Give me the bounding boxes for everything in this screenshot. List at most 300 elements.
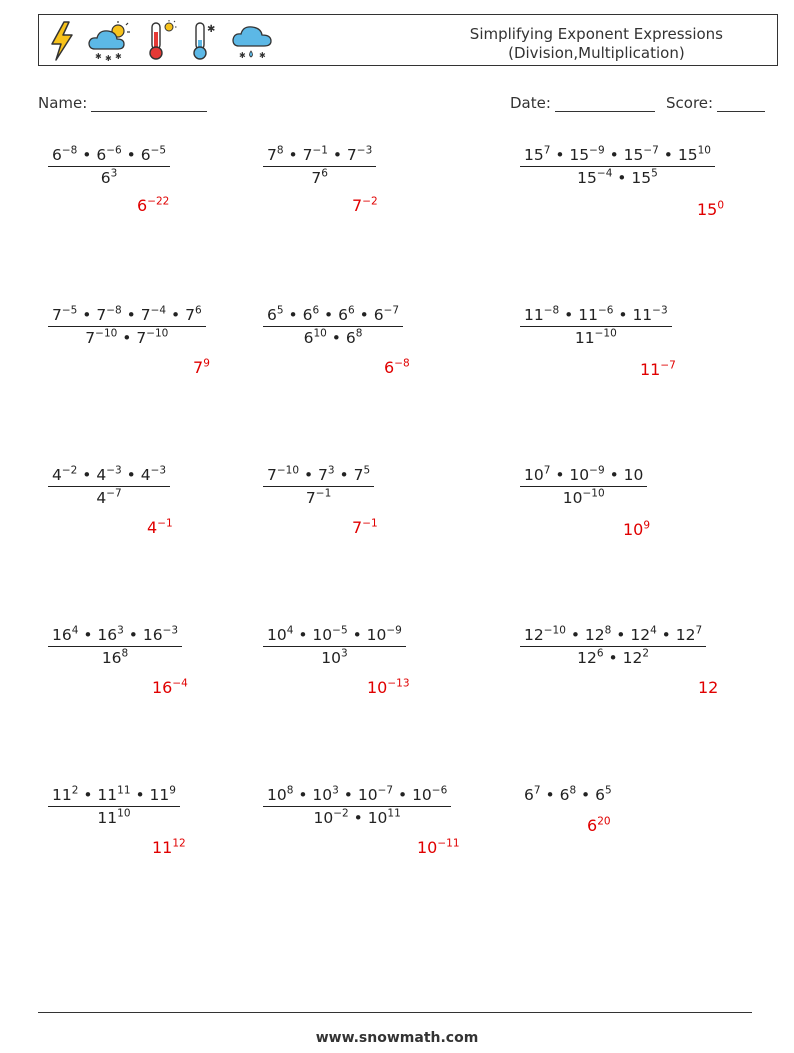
numerator-term [338,306,355,324]
numerator-term [585,626,611,644]
numerator [520,626,706,646]
exponent: −10 [543,624,566,637]
multiply-dot: • [347,626,367,644]
score-field[interactable] [666,94,765,112]
numerator [263,626,406,646]
base: 10 [623,520,644,539]
multiply-dot: • [299,466,319,484]
exponent: −7 [383,304,400,317]
exponent: −7 [660,359,676,372]
expression [520,786,616,804]
fraction [263,466,374,507]
answer-value [137,196,169,215]
numerator-term [52,146,77,164]
exponent: −4 [172,677,188,690]
base: 7 [346,146,357,164]
answer-12 [698,678,718,697]
base: 7 [353,466,364,484]
problem-2 [263,146,376,187]
multiply-dot: • [565,626,585,644]
expression-term [524,786,541,804]
base: 7 [305,489,316,507]
base: 4 [96,466,107,484]
base: 6 [137,196,148,215]
multiply-dot: • [121,466,141,484]
base: 7 [267,146,277,164]
exponent: 2 [642,647,649,660]
answer-value [152,678,188,697]
multiply-dot: • [603,649,623,667]
exponent: 5 [276,304,284,317]
denominator-term [346,329,363,347]
score-label: Score: [666,94,714,112]
multiply-dot: • [327,146,347,164]
exponent: 3 [340,647,348,660]
base: 10 [367,809,388,827]
multiply-dot: • [576,786,596,804]
base: 11 [640,360,661,379]
thermometer-cold-icon [187,20,221,62]
denominator-term [575,329,617,347]
answer-9 [623,520,650,539]
base: 10 [321,649,341,667]
fraction [263,146,376,187]
numerator-term [97,786,130,804]
problem-5 [263,306,403,347]
base: 15 [631,169,652,187]
base: 12 [630,626,651,644]
fraction [520,466,647,507]
denominator [520,486,647,507]
denominator-term [136,329,168,347]
base: 16 [152,678,173,697]
numerator-term [52,306,77,324]
footer-url: www.snowmath.com [315,1030,479,1046]
exponent: −10 [594,327,617,340]
base: 15 [623,146,644,164]
numerator-term [569,146,604,164]
title-line-2: (Division,Multiplication) [508,44,685,62]
numerator-term [374,306,399,324]
exponent: −5 [61,304,78,317]
multiply-dot: • [326,329,346,347]
base: 10 [312,786,333,804]
problem-8 [263,466,374,507]
denominator [48,486,170,507]
base: 7 [96,306,107,324]
exponent: −6 [106,144,122,157]
answer-value [367,678,410,697]
numerator-term [578,306,613,324]
multiply-dot: • [117,329,137,347]
exponent: −7 [377,784,394,797]
base: 11 [97,786,118,804]
exponent: −5 [150,144,167,157]
numerator [263,306,403,326]
base: 7 [140,306,151,324]
numerator-term [143,626,178,644]
exponent: −7 [106,487,122,500]
fraction [48,786,180,827]
exponent: 6 [348,304,355,317]
base: 12 [675,626,696,644]
base: 6 [96,146,107,164]
base: 7 [302,146,313,164]
numerator [48,466,170,486]
rain-snow-cloud-icon [231,20,277,62]
date-field[interactable] [510,94,655,112]
base: 7 [52,306,62,324]
problem-9 [520,466,647,507]
numerator-term [312,626,347,644]
problem-4 [48,306,206,347]
exponent: 8 [121,647,129,660]
exponent: −9 [386,624,402,637]
numerator-term [267,626,293,644]
exponent: −9 [589,144,605,157]
answer-5 [384,358,410,377]
exponent: 6 [321,167,328,180]
exponent: −2 [362,195,378,208]
exponent: −3 [652,304,668,317]
numerator-term [569,466,604,484]
answer-6 [640,360,676,379]
base: 6 [345,329,356,347]
exponent: −8 [61,144,78,157]
answer-10 [152,678,188,697]
multiply-dot: • [540,786,560,804]
base: 11 [152,838,173,857]
denominator-term [306,489,331,507]
problem-13 [48,786,180,827]
fraction [48,466,170,507]
numerator-term [624,466,644,484]
denominator-term [577,169,612,187]
numerator [48,786,180,806]
base: 6 [524,786,534,804]
exponent: −5 [332,624,348,637]
base: 11 [97,809,118,827]
fraction [263,306,403,347]
date-label: Date: [510,94,551,112]
name-blank[interactable] [91,111,207,112]
numerator-term [96,146,121,164]
base: 7 [352,196,363,215]
exponent: 8 [276,144,284,157]
base: 4 [147,518,158,537]
numerator-term [524,306,559,324]
base: 16 [52,626,72,644]
problem-3 [520,146,715,187]
multiply-dot: • [612,169,632,187]
exponent: −3 [150,464,167,477]
denominator-term [97,809,130,827]
multiply-dot: • [293,786,313,804]
problem-7 [48,466,170,507]
problem-6 [520,306,672,347]
numerator-term [367,626,402,644]
base: 7 [318,466,328,484]
base: 6 [140,146,151,164]
denominator-term [311,169,328,187]
denominator [48,326,206,347]
thermometer-hot-icon [143,20,177,62]
numerator-term [632,306,667,324]
base: 16 [101,649,122,667]
denominator-term [631,169,657,187]
numerator-term [52,786,78,804]
answer-value [623,520,650,539]
base: 7 [193,358,204,377]
exponent: −6 [597,304,614,317]
multiply-dot: • [354,306,374,324]
answer-4 [193,358,210,377]
exponent: −1 [362,517,378,530]
fraction [48,146,170,187]
numerator [263,146,376,166]
multiply-dot: • [604,146,624,164]
exponent: 4 [71,624,79,637]
multiply-dot: • [611,626,631,644]
base: 15 [577,169,597,187]
worksheet-title [470,25,723,63]
numerator [520,466,647,486]
exponent: −9 [589,464,605,477]
header-icons [47,19,277,63]
fraction [520,626,706,667]
exponent: −3 [106,464,122,477]
exponent: 8 [569,784,577,797]
numerator-term [141,306,166,324]
fraction [263,786,451,827]
base: 6 [595,786,605,804]
numerator-term [150,786,176,804]
base: 10 [412,786,432,804]
denominator [520,326,672,347]
base: 11 [52,786,72,804]
base: 7 [311,169,322,187]
numerator [263,466,374,486]
denominator [263,646,406,667]
base: 11 [149,786,170,804]
exponent: −4 [150,304,167,317]
numerator [520,146,715,166]
answer-value [384,358,410,377]
denominator-term [101,169,118,187]
exponent: −1 [312,144,328,157]
answer-value [152,838,186,857]
numerator-term [358,786,393,804]
base: 4 [96,489,107,507]
exponent: −11 [437,837,460,850]
multiply-dot: • [613,306,633,324]
problem-10 [48,626,182,667]
name-field[interactable] [38,94,207,112]
base: 6 [303,329,314,347]
exponent: 11 [387,807,401,820]
exponent: 7 [543,144,551,157]
numerator-term [97,626,123,644]
denominator [263,326,403,347]
answer-value [640,360,676,379]
denominator [48,166,170,187]
base: 6 [302,306,313,324]
exponent: 5 [605,784,612,797]
numerator-term [52,466,77,484]
denominator [263,486,374,507]
svg-text:✱: ✱ [207,24,216,35]
base: 6 [338,306,348,324]
multiply-dot: • [658,146,678,164]
exponent: 6 [596,647,604,660]
svg-text:✱: ✱ [259,51,266,60]
multiply-dot: • [334,466,354,484]
multiply-dot: • [78,786,98,804]
exponent: 10 [313,327,327,340]
base: 15 [677,146,698,164]
numerator-term [267,466,299,484]
base: 10 [313,809,334,827]
score-blank[interactable] [717,111,765,112]
numerator-term [624,146,659,164]
denominator-term [623,649,649,667]
multiply-dot: • [559,306,579,324]
name-label: Name: [38,94,88,112]
base: 12 [524,626,544,644]
svg-text:✱: ✱ [105,54,112,62]
problem-12 [520,626,706,667]
base: 15 [697,200,718,219]
base: 11 [524,306,544,324]
denominator [520,646,706,667]
exponent: 3 [117,624,124,637]
fraction [520,306,672,347]
denominator [263,806,451,827]
numerator-term [347,146,372,164]
base: 7 [185,306,195,324]
exponent: −1 [157,517,173,530]
svg-text:✱: ✱ [239,51,246,60]
title-line-1: Simplifying Exponent Expressions [469,25,723,43]
denominator-term [563,489,605,507]
base: 6 [384,358,395,377]
answer-value [698,678,718,697]
numerator-term [141,146,166,164]
denominator-term [313,809,348,827]
denominator [48,806,180,827]
base: 6 [52,146,62,164]
numerator-term [185,306,202,324]
answer-value [147,518,173,537]
multiply-dot: • [348,809,368,827]
exponent: 8 [355,327,363,340]
exponent: 2 [71,784,79,797]
exponent: 7 [695,624,703,637]
numerator-term [524,626,566,644]
problem-15 [520,786,616,804]
answer-11 [367,678,410,697]
base: 7 [136,329,147,347]
exponent: 3 [327,464,335,477]
answer-value [587,816,611,835]
multiply-dot: • [121,306,141,324]
answer-8 [352,518,378,537]
numerator [263,786,451,806]
base: 11 [632,306,653,324]
answer-value [193,358,210,377]
header-box [38,14,778,66]
exponent: 5 [651,167,658,180]
fraction [520,146,715,187]
answer-1 [137,196,169,215]
date-blank[interactable] [555,111,655,112]
exponent: −13 [387,677,410,690]
exponent: −8 [106,304,122,317]
denominator-term [577,649,603,667]
answer-15 [587,816,611,835]
answer-13 [152,838,186,857]
numerator [520,306,672,326]
base: 16 [97,626,118,644]
answer-3 [697,200,724,219]
base: 6 [267,306,277,324]
base: 12 [584,626,605,644]
base: 11 [578,306,598,324]
exponent: −22 [147,195,170,208]
base: 7 [352,518,363,537]
exponent: 10 [697,144,711,157]
exponent: −8 [543,304,560,317]
denominator-term [85,329,117,347]
lightning-icon [47,20,77,62]
denominator [520,166,715,187]
exponent: 0 [717,199,725,212]
exponent: −7 [643,144,659,157]
exponent: 3 [110,167,118,180]
multiply-dot: • [166,306,186,324]
fraction [48,626,182,667]
exponent: −1 [315,487,332,500]
exponent: 9 [643,519,651,532]
base: 10 [562,489,583,507]
base: 15 [569,146,590,164]
base: 10 [312,626,333,644]
numerator-term [524,146,550,164]
multiply-dot: • [121,146,141,164]
multiply-dot: • [77,146,97,164]
base: 10 [357,786,378,804]
numerator-term [303,306,320,324]
denominator-term [304,329,327,347]
numerator-term [312,786,338,804]
base: 10 [569,466,590,484]
multiply-dot: • [283,306,303,324]
answer-value [352,518,378,537]
numerator-term [267,786,293,804]
base: 10 [267,626,287,644]
multiply-dot: • [656,626,676,644]
fraction [263,626,406,667]
exponent: 8 [604,624,612,637]
base: 10 [524,466,544,484]
exponent: 5 [363,464,371,477]
exponent: 9 [169,784,176,797]
exponent: −10 [146,327,169,340]
base: 6 [559,786,570,804]
numerator-term [267,146,284,164]
multiply-dot: • [393,786,413,804]
base: 10 [367,678,388,697]
